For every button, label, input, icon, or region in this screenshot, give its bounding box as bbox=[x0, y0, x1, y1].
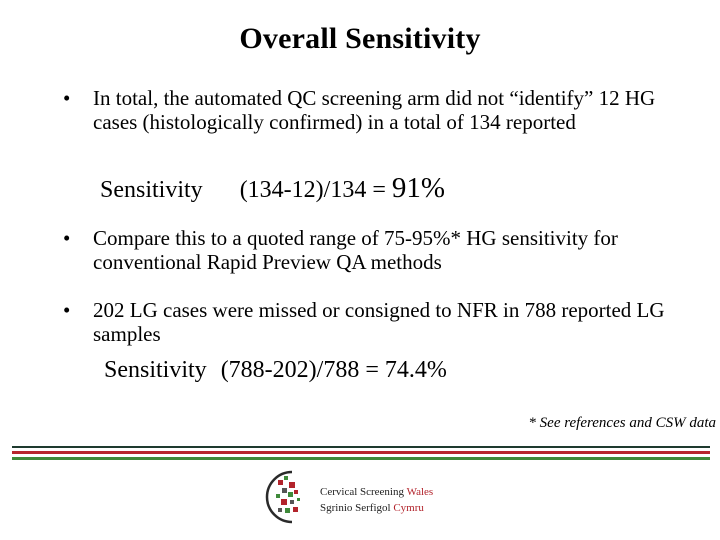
sensitivity-label: Sensitivity bbox=[100, 177, 203, 203]
bullet-marker: • bbox=[63, 226, 71, 250]
footnote: * See references and CSW data bbox=[528, 415, 716, 431]
logo-line2-accent: Cymru bbox=[393, 502, 424, 514]
sensitivity-formula: (134-12)/134 = bbox=[239, 177, 392, 203]
footer-rule-green bbox=[12, 457, 710, 460]
logo-line1-accent: Wales bbox=[406, 486, 434, 498]
sensitivity-calc-lg bbox=[104, 356, 447, 384]
bullet-marker: • bbox=[63, 86, 71, 110]
logo-line2-main: Sgrinio Serfigol bbox=[320, 502, 391, 514]
footer-rule-dark bbox=[12, 446, 710, 448]
csw-emblem-icon bbox=[262, 466, 318, 528]
sensitivity-formula: (788-202)/788 = 74.4% bbox=[220, 357, 447, 383]
sensitivity-calc-hg bbox=[100, 174, 445, 204]
logo-line1-main: Cervical Screening bbox=[320, 486, 404, 498]
bullet-text: Compare this to a quoted range of 75-95%* HG sensitivity for conventional Rapid Preview QA methods bbox=[93, 226, 618, 274]
slide-title: Overall Sensitivity bbox=[239, 22, 481, 55]
csw-logo bbox=[262, 466, 462, 528]
bullet-text: In total, the automated QC screening arm did not “identify” 12 HG cases (histologically confirmed) in a total of 134 reported bbox=[93, 86, 656, 134]
logo-text-welsh bbox=[320, 502, 424, 514]
logo-text-english bbox=[320, 486, 433, 498]
footer-rule-red bbox=[12, 451, 710, 454]
sensitivity-label: Sensitivity bbox=[104, 357, 207, 383]
sensitivity-result: 91% bbox=[391, 172, 446, 204]
bullet-marker: • bbox=[63, 298, 71, 322]
bullet-text: 202 LG cases were missed or consigned to NFR in 788 reported LG samples bbox=[93, 298, 665, 346]
